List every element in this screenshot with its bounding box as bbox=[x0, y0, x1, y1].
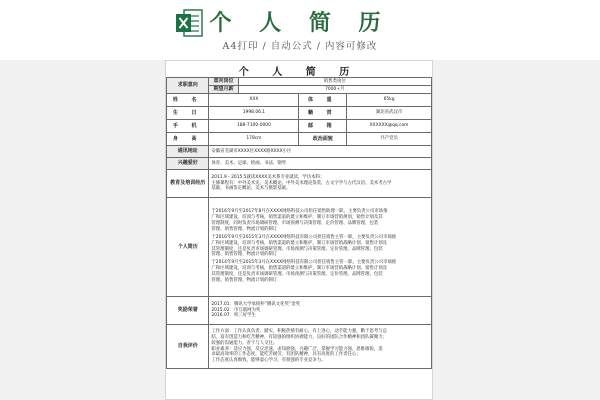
politics-value: 共产党员 bbox=[347, 133, 432, 146]
salary-value: 7000+月 bbox=[238, 86, 431, 94]
address-row bbox=[167, 146, 432, 158]
education-content bbox=[209, 170, 432, 198]
birth-value: 1998.06.1 bbox=[209, 107, 299, 120]
experience-line: 管理、销售管理、物流计划的制订 bbox=[211, 278, 278, 284]
page-subtitle: A4打印 / 自动公式 / 内容可修改 bbox=[222, 41, 378, 52]
phone-row bbox=[167, 120, 432, 133]
weight-value: 65kg bbox=[347, 94, 432, 107]
education-label: 教育及培训经历 bbox=[167, 170, 209, 198]
experience-line: 于2014年9月至2015年3月在XXXX网络科技有限公司担任销售主管一职，主要负责公司市场推 bbox=[211, 260, 397, 266]
name-label: 姓 名 bbox=[167, 94, 209, 107]
self-eval-line: 工作态度认真细致，能够虚心学习，有很强的专业竞争力。 bbox=[211, 358, 326, 364]
job-position-label: 意向岗位 bbox=[209, 78, 238, 86]
birth-row bbox=[167, 107, 432, 120]
awards-row bbox=[167, 297, 432, 325]
experience-paragraph bbox=[211, 209, 429, 233]
experience-line: 于2016年9月至2015年3月在XXXX网络科技有限公司担任销售主管一职，主要负责公司市场推 bbox=[211, 234, 397, 240]
height-label: 身 高 bbox=[167, 133, 209, 146]
address-value: 安徽省芜湖市XXXX区XXXX路XXXX小区 bbox=[209, 146, 432, 158]
job-intent-label: 求职意向 bbox=[167, 78, 209, 94]
email-value: XXXXXX@qq.com bbox=[347, 120, 432, 133]
award-line: 2015.02：市互联网为奖 bbox=[211, 307, 261, 313]
self-eval-line: 结，富有创造力和吃苦精神，有较强的组织协调能力，良好的团队合作精神和团队凝聚力； bbox=[211, 334, 388, 340]
experience-line: 广和区域建设，培训与考核，销售渠道的建立和维护，制订市场营销战略计划、销售计划及 bbox=[211, 240, 388, 246]
self-eval-line: 工作方面：工作认真负责、踏实、积极热情有耐心，有上进心，动手能力强，勤于思考与总 bbox=[211, 328, 388, 334]
experience-line: 广和区域建设，培训与考核，销售渠道的建立和维护，制订市场营销战略计划、销售计划及 bbox=[211, 266, 388, 272]
phone-label: 手 机 bbox=[167, 120, 209, 133]
awards-label: 奖励荣誉 bbox=[167, 297, 209, 325]
self-eval-line: 较强的沟通能力，善于与人交往。 bbox=[211, 340, 278, 346]
name-value: XXX bbox=[209, 94, 299, 107]
phone-value: 188-7100-0000 bbox=[209, 120, 299, 133]
education-line: 基础、书画鉴定概论、美术与摄影基础。 bbox=[211, 186, 291, 192]
hobby-label: 兴趣爱好 bbox=[167, 158, 209, 170]
job-position-row bbox=[167, 78, 432, 86]
experience-line: 管理、销售管理、物流计划的制订 bbox=[211, 226, 278, 232]
height-value: 178cm bbox=[209, 133, 299, 146]
resume-title: 个 人 简 历 bbox=[238, 67, 360, 78]
email-label: 邮 箱 bbox=[299, 120, 347, 133]
self-eval-content bbox=[209, 325, 432, 369]
politics-label: 政治面貌 bbox=[299, 133, 347, 146]
education-row bbox=[167, 170, 432, 198]
experience-content bbox=[209, 198, 432, 297]
self-eval-line: 求最高效率的工作态度，能吃苦耐劳，有团队精神，具有高度的工作责任心； bbox=[211, 352, 361, 358]
address-label: 通讯地址 bbox=[167, 146, 209, 158]
hobby-row bbox=[167, 158, 432, 170]
hobby-value: 体育、美术、足球、绘画、书法、钢琴 bbox=[209, 158, 432, 170]
salary-label: 期望月薪 bbox=[209, 86, 238, 94]
native-label: 籍 贯 bbox=[299, 107, 347, 120]
awards-content bbox=[209, 297, 432, 325]
experience-row bbox=[167, 198, 432, 297]
experience-line: 于2016年9月至2017年8月在XXXX网络科技公司担任销售助理一职，主要负责公司市场推 bbox=[211, 208, 388, 214]
self-eval-row bbox=[167, 325, 432, 369]
name-row bbox=[167, 94, 432, 107]
page-title: 个 人 简 历 bbox=[209, 10, 391, 36]
education-line: 主修课程有：中外美术史、美术概论、中外美术理论鉴赏、古文字学与古代汉语、美术考古学 bbox=[211, 180, 392, 186]
job-position-value: 销售类岗位 bbox=[238, 78, 431, 86]
experience-line: 其管理制度，还是负责市场调研管理、市场预测与决策管理、定价管理、品牌管理、包装 bbox=[211, 246, 383, 252]
weight-label: 体 重 bbox=[299, 94, 347, 107]
page-header bbox=[0, 0, 600, 60]
resume-table bbox=[166, 77, 432, 369]
education-line: 2011.9 - 2015.5就读XXXX美术系专业就读，学历本科； bbox=[211, 174, 325, 180]
experience-label: 个人简历 bbox=[167, 198, 209, 297]
experience-line: 管理、销售管理、物流计划的制订 bbox=[211, 252, 278, 258]
resume-document bbox=[165, 60, 433, 400]
experience-line: 广和区域建设，培训与考核，销售渠道的建立和维护，制订市场营销规划，销售计划及其 bbox=[211, 214, 383, 220]
experience-paragraph bbox=[211, 260, 429, 284]
experience-paragraph bbox=[211, 235, 429, 259]
self-eval-label: 自我评价 bbox=[167, 325, 209, 369]
height-row bbox=[167, 133, 432, 146]
native-value: 湖北省武汉市 bbox=[347, 107, 432, 120]
experience-line: 管理制度，同时负责市场调研管理、市场预测与决策管理、定价管理、品牌管理、包装 bbox=[211, 220, 379, 226]
self-eval-line: 职业素养：适应力强，反应迅速，求知欲强，兴趣广泛，掌握学习能力强，思维敏锐，追 bbox=[211, 346, 383, 352]
birth-label: 生 日 bbox=[167, 107, 209, 120]
award-line: 2016.07：校三好学生 bbox=[211, 313, 256, 319]
experience-line: 其管理制度，还是负责市场调研管理、市场预测与决策管理、定价管理、品牌管理、包装 bbox=[211, 272, 383, 278]
award-line: 2017.01：腾讯大学承接杯“腾讯文化奖”金奖 bbox=[211, 301, 300, 307]
